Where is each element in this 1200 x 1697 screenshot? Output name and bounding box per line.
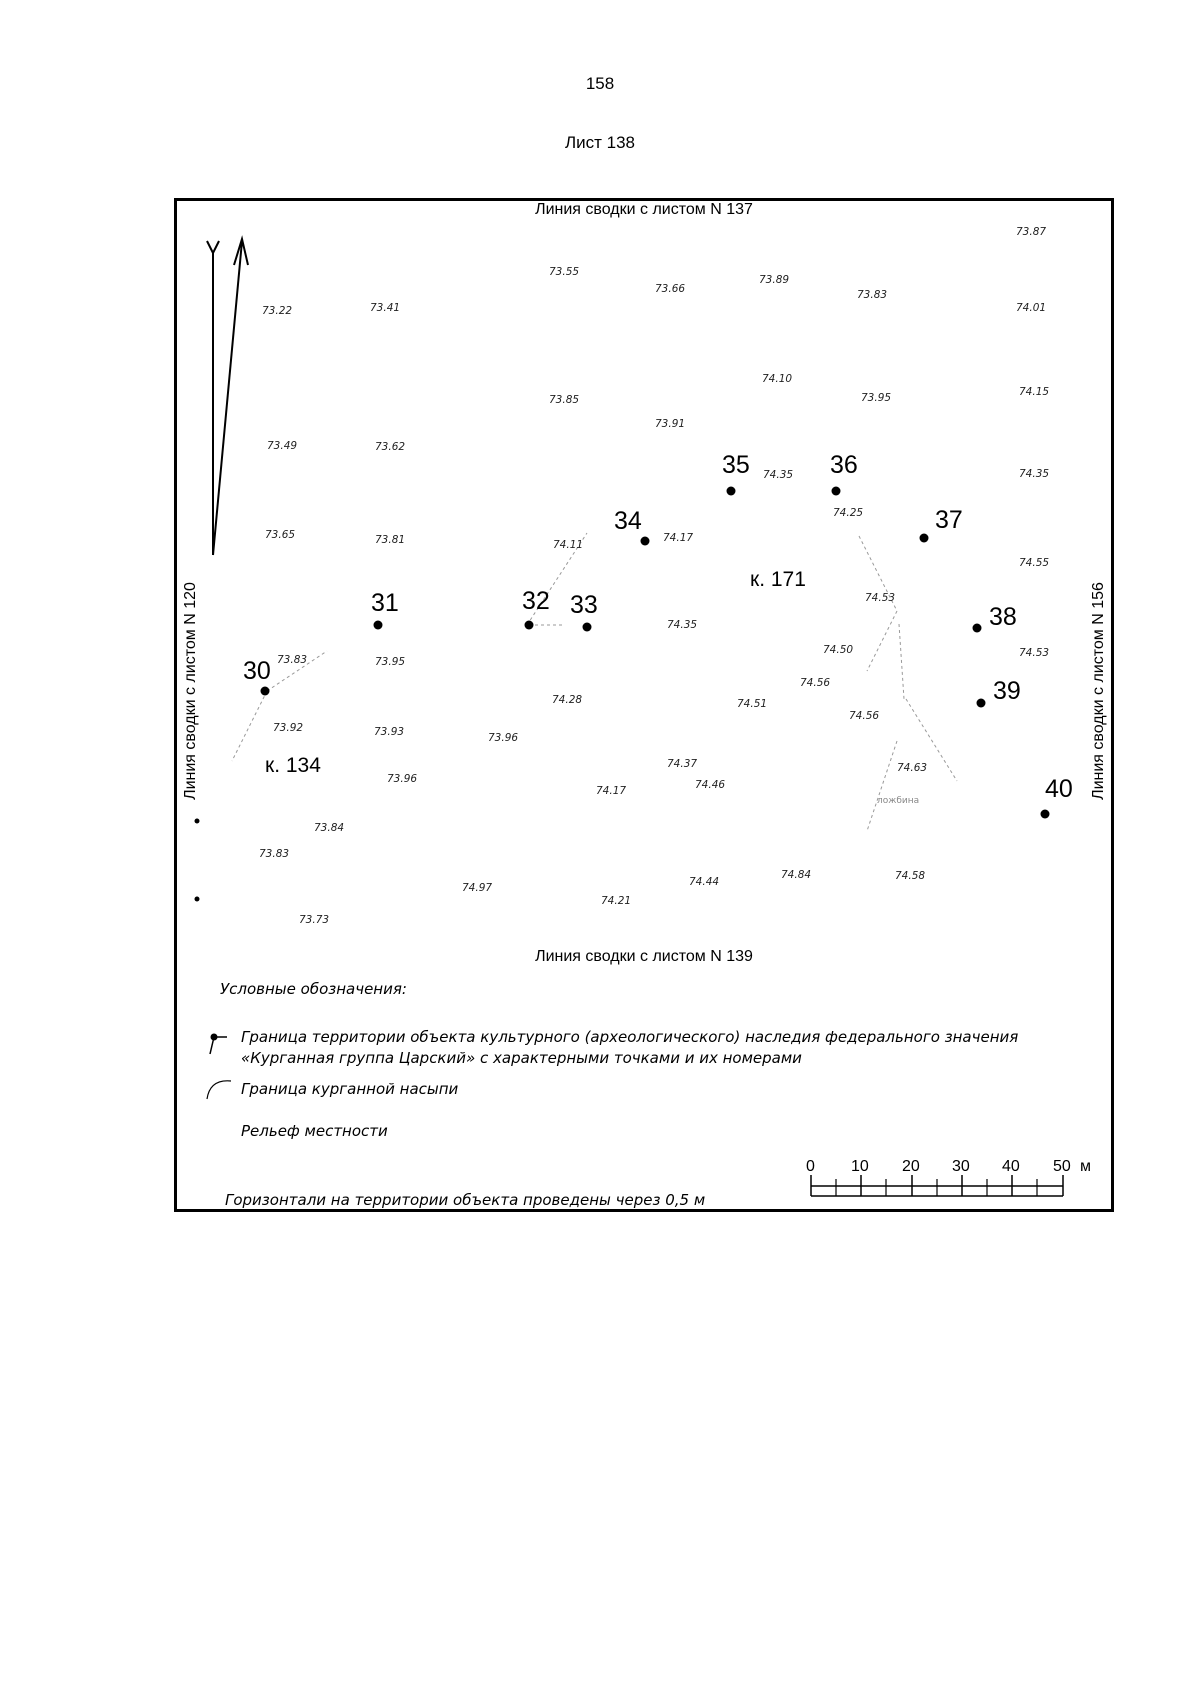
point-label: 34: [614, 507, 642, 535]
elevation-mark: 73.66: [655, 283, 686, 295]
elevation-mark: 74.11: [553, 539, 584, 551]
elevation-mark: 74.35: [667, 619, 698, 631]
faint-text: ложбина: [877, 796, 920, 806]
boundary-lines: [232, 533, 957, 831]
edge-label-left: Линия сводки с листом N 120: [182, 582, 199, 800]
edge-marker: [195, 897, 200, 902]
scale-bar: [806, 1158, 1091, 1196]
point-label: 33: [570, 591, 598, 619]
elevation-mark: 73.22: [262, 305, 293, 317]
boundary-point: [977, 699, 986, 708]
boundary-legend-icon: [210, 1034, 227, 1055]
boundary-point: [920, 534, 929, 543]
elevation-mark: 73.96: [387, 773, 418, 785]
north-arrow-icon: [207, 239, 248, 555]
elevation-mark: 73.65: [265, 529, 296, 541]
elevation-mark: 74.10: [762, 373, 793, 385]
elevation-mark: 73.41: [370, 302, 401, 314]
boundary-point: [374, 621, 383, 630]
point-label: 36: [830, 451, 858, 479]
elevation-mark: 73.95: [375, 656, 406, 668]
boundary-point: [641, 537, 650, 546]
elevation-mark: 74.25: [833, 507, 864, 519]
mound-legend-icon: [207, 1081, 231, 1099]
map-frame: [174, 198, 1114, 1212]
scale-label: 40: [1002, 1158, 1020, 1175]
elevation-mark: 74.53: [865, 592, 896, 604]
elevation-mark: 73.85: [549, 394, 580, 406]
sheet-title: Лист 138: [564, 133, 636, 152]
elevation-mark: 74.35: [763, 469, 794, 481]
elevation-mark: 73.83: [277, 654, 308, 666]
contour-note: Горизонтали на территории объекта проведены через 0,5 м: [225, 1191, 706, 1209]
boundary-point: [727, 487, 736, 496]
edge-label-top: Линия сводки с листом N 137: [535, 201, 753, 218]
elevation-mark: 74.35: [1019, 468, 1050, 480]
elevation-mark: 73.91: [655, 418, 686, 430]
legend-boundary-line2: «Курганная группа Царский» с характерными точками и их номерами: [241, 1049, 802, 1067]
elevation-mark: 74.53: [1019, 647, 1050, 659]
kurgan-label: к. 134: [265, 754, 321, 777]
elevation-mark: 73.62: [375, 441, 406, 453]
elevation-mark: 74.58: [895, 870, 926, 882]
scale-label: 0: [806, 1158, 815, 1175]
legend-boundary-line1: Граница территории объекта культурного (археологического) наследия федерального значения: [241, 1028, 1019, 1046]
elevation-mark: 73.73: [299, 914, 330, 926]
elevation-mark: 73.83: [259, 848, 290, 860]
page-number: 158: [585, 74, 615, 93]
kurgan-label: к. 171: [750, 568, 806, 591]
point-label: 40: [1045, 775, 1073, 803]
elevation-mark: 74.17: [596, 785, 627, 797]
elevation-mark: 74.15: [1019, 386, 1050, 398]
elevation-mark: 74.56: [800, 677, 831, 689]
elevation-mark: 73.96: [488, 732, 519, 744]
point-label: 37: [935, 506, 963, 534]
elevation-mark: 74.21: [601, 895, 632, 907]
elevation-mark: 74.28: [552, 694, 583, 706]
edge-label-right: Линия сводки с листом N 156: [1090, 582, 1107, 800]
boundary-point: [583, 623, 592, 632]
elevation-mark: 74.97: [462, 882, 493, 894]
edge-marker: [195, 819, 200, 824]
point-label: 31: [371, 589, 399, 617]
scale-label: 30: [952, 1158, 970, 1175]
boundary-points: [243, 451, 1073, 819]
elevation-mark: 73.95: [861, 392, 892, 404]
boundary-point: [832, 487, 841, 496]
scale-unit: м: [1080, 1158, 1091, 1175]
scale-label: 50: [1053, 1158, 1071, 1175]
elevation-mark: 73.55: [549, 266, 580, 278]
point-label: 35: [722, 451, 750, 479]
elevation-mark: 73.87: [1016, 226, 1047, 238]
elevation-mark: 74.56: [849, 710, 880, 722]
elevation-mark: 74.01: [1016, 302, 1047, 314]
boundary-point: [525, 621, 534, 630]
legend-relief: Рельеф местности: [241, 1122, 388, 1140]
elevation-mark: 74.17: [663, 532, 694, 544]
legend-mound-boundary: Граница курганной насыпи: [241, 1080, 459, 1098]
elevation-mark: 74.46: [695, 779, 726, 791]
elevation-mark: 73.92: [273, 722, 304, 734]
elevation-mark: 74.63: [897, 762, 928, 774]
elevation-mark: 74.37: [667, 758, 698, 770]
scale-label: 10: [851, 1158, 869, 1175]
elevation-mark: 73.83: [857, 289, 888, 301]
scale-label: 20: [902, 1158, 920, 1175]
legend-title: Условные обозначения:: [220, 980, 407, 998]
elevation-mark: 73.89: [759, 274, 790, 286]
elevation-marks: [259, 226, 1049, 926]
point-label: 30: [243, 657, 271, 685]
edge-label-bottom: Линия сводки с листом N 139: [535, 948, 753, 965]
elevation-mark: 74.44: [689, 876, 720, 888]
boundary-point: [1041, 810, 1050, 819]
elevation-mark: 73.84: [314, 822, 345, 834]
elevation-mark: 74.55: [1019, 557, 1050, 569]
point-label: 39: [993, 677, 1021, 705]
elevation-mark: 74.84: [781, 869, 812, 881]
elevation-mark: 74.51: [737, 698, 768, 710]
point-label: 38: [989, 603, 1017, 631]
boundary-point: [261, 687, 270, 696]
elevation-mark: 73.81: [375, 534, 406, 546]
elevation-mark: 74.50: [823, 644, 854, 656]
elevation-mark: 73.49: [267, 440, 298, 452]
point-label: 32: [522, 587, 550, 615]
elevation-mark: 73.93: [374, 726, 405, 738]
boundary-point: [973, 624, 982, 633]
